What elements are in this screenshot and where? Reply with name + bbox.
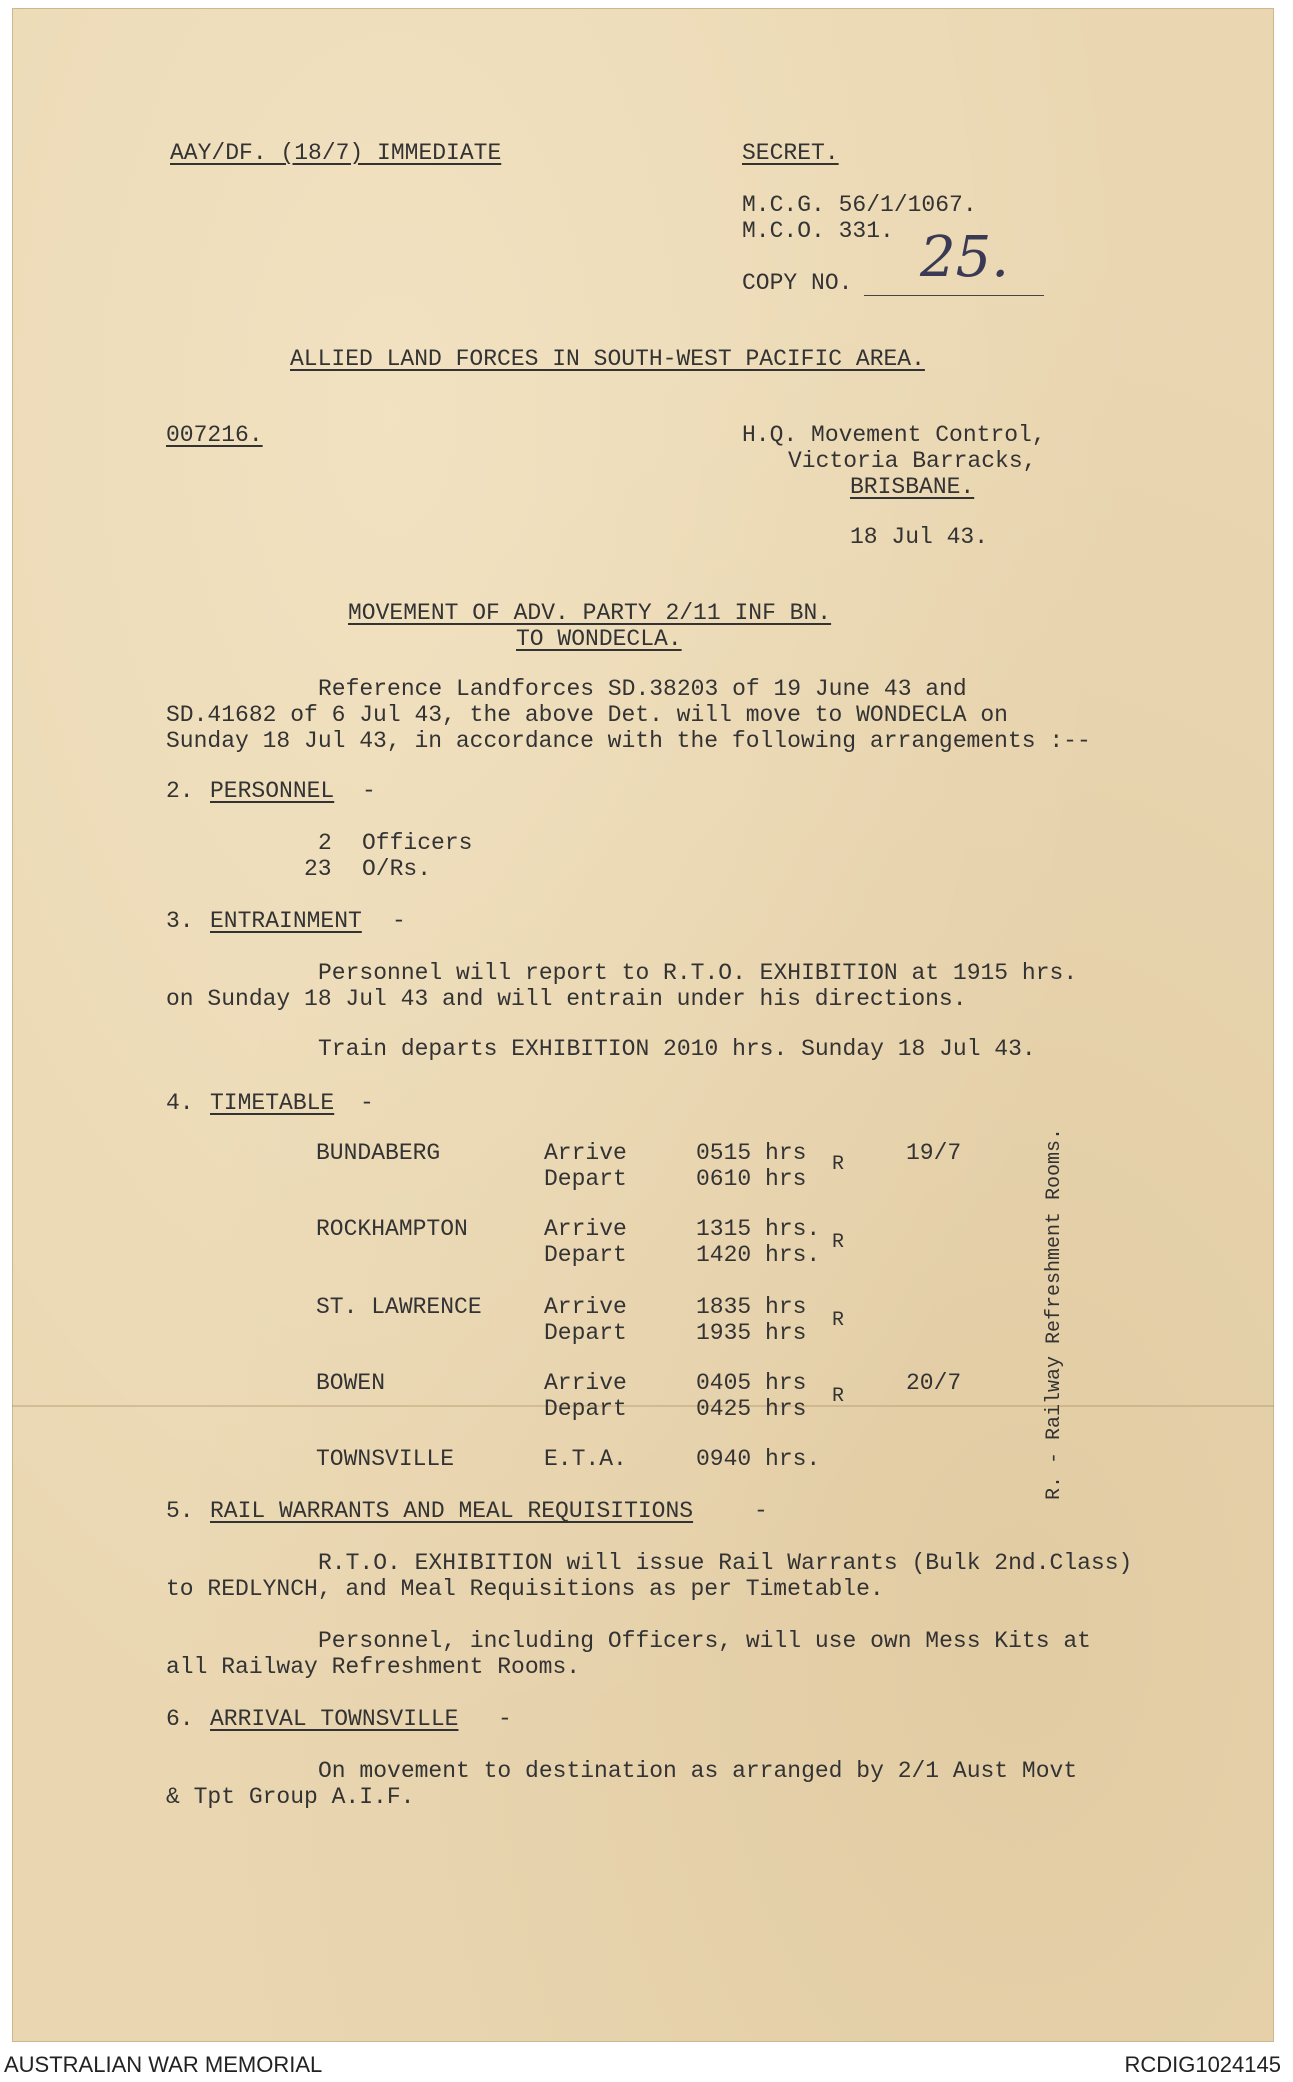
section-3-line-2: on Sunday 18 Jul 43 and will entrain under his directions.: [166, 986, 967, 1012]
archive-credit: AUSTRALIAN WAR MEMORIAL: [4, 2052, 323, 2077]
address-line-3: BRISBANE.: [850, 474, 975, 500]
section-4-title: TIMETABLE: [210, 1090, 335, 1116]
timetable-time: 1315 hrs.: [696, 1216, 821, 1242]
timetable-time: 0610 hrs: [696, 1166, 807, 1192]
copy-number-handwritten: 25.: [920, 225, 1010, 290]
section-3-line-3: Train departs EXHIBITION 2010 hrs. Sunday 18 Jul 43.: [318, 1036, 1036, 1062]
para1-line-2: SD.41682 of 6 Jul 43, the above Det. will move to WONDECLA on: [166, 702, 1008, 728]
org-title: ALLIED LAND FORCES IN SOUTH-WEST PACIFIC AREA.: [290, 346, 925, 372]
timetable-station: TOWNSVILLE: [316, 1446, 455, 1472]
timetable-event: E.T.A.: [544, 1446, 627, 1472]
refreshment-rooms-note: R. - Railway Refreshment Rooms.: [1043, 1127, 1066, 1500]
document-date: 18 Jul 43.: [850, 524, 989, 550]
timetable-time: 0405 hrs: [696, 1370, 807, 1396]
section-5-line-3: Personnel, including Officers, will use own Mess Kits at: [318, 1628, 1091, 1654]
timetable-event: Arrive: [544, 1216, 627, 1242]
refreshment-mark: R: [832, 1309, 845, 1332]
file-reference: AAY/DF. (18/7) IMMEDIATE: [170, 140, 502, 166]
section-6-line-2: & Tpt Group A.I.F.: [166, 1784, 415, 1810]
archive-id: RCDIG1024145: [1124, 2052, 1281, 2077]
timetable-station: BUNDABERG: [316, 1140, 441, 1166]
other-ranks-label: O/Rs.: [362, 856, 432, 882]
section-2-title: PERSONNEL: [210, 778, 335, 804]
timetable-time: 1835 hrs: [696, 1294, 807, 1320]
copy-number-label: COPY NO.: [742, 270, 853, 296]
refreshment-mark: R: [832, 1231, 845, 1254]
address-line-2: Victoria Barracks,: [788, 448, 1037, 474]
officers-label: Officers: [362, 830, 473, 856]
section-3-dash: -: [392, 908, 406, 934]
timetable-time: 0515 hrs: [696, 1140, 807, 1166]
fold-line: [12, 1405, 1274, 1407]
section-4-number: 4.: [166, 1090, 194, 1116]
section-6-line-1: On movement to destination as arranged by 2/1 Aust Movt: [318, 1758, 1078, 1784]
timetable-date: 19/7: [906, 1140, 962, 1166]
section-6-dash: -: [498, 1706, 512, 1732]
section-3-title: ENTRAINMENT: [210, 908, 362, 934]
mco-reference: M.C.O. 331.: [742, 218, 894, 244]
timetable-event: Arrive: [544, 1294, 627, 1320]
section-5-line-1: R.T.O. EXHIBITION will issue Rail Warrants (Bulk 2nd.Class): [318, 1550, 1133, 1576]
timetable-station: ST. LAWRENCE: [316, 1294, 482, 1320]
refreshment-mark: R: [832, 1385, 845, 1408]
refreshment-mark: R: [832, 1153, 845, 1176]
classification-label: SECRET.: [742, 140, 839, 166]
timetable-event: Depart: [544, 1242, 627, 1268]
address-line-1: H.Q. Movement Control,: [742, 422, 1046, 448]
section-3-number: 3.: [166, 908, 194, 934]
subject-line-2: TO WONDECLA.: [516, 626, 682, 652]
timetable-event: Arrive: [544, 1370, 627, 1396]
section-3-line-1: Personnel will report to R.T.O. EXHIBITION at 1915 hrs.: [318, 960, 1078, 986]
timetable-station: BOWEN: [316, 1370, 386, 1396]
subject-line-1: MOVEMENT OF ADV. PARTY 2/11 INF BN.: [348, 600, 832, 626]
para1-line-1: Reference Landforces SD.38203 of 19 June 43 and: [318, 676, 967, 702]
timetable-event: Depart: [544, 1166, 627, 1192]
timetable-time: 1935 hrs: [696, 1320, 807, 1346]
para1-line-3: Sunday 18 Jul 43, in accordance with the following arrangements :--: [166, 728, 1091, 754]
officers-count: 2: [318, 830, 332, 856]
timetable-time: 0940 hrs.: [696, 1446, 821, 1472]
mcg-reference: M.C.G. 56/1/1067.: [742, 192, 977, 218]
section-2-number: 2.: [166, 778, 194, 804]
timetable-station: ROCKHAMPTON: [316, 1216, 468, 1242]
section-5-line-2: to REDLYNCH, and Meal Requisitions as per Timetable.: [166, 1576, 884, 1602]
timetable-event: Depart: [544, 1396, 627, 1422]
timetable-time: 1420 hrs.: [696, 1242, 821, 1268]
section-6-title: ARRIVAL TOWNSVILLE: [210, 1706, 459, 1732]
section-6-number: 6.: [166, 1706, 194, 1732]
section-5-title: RAIL WARRANTS AND MEAL REQUISITIONS: [210, 1498, 694, 1524]
section-5-number: 5.: [166, 1498, 194, 1524]
section-2-dash: -: [362, 778, 376, 804]
section-5-line-4: all Railway Refreshment Rooms.: [166, 1654, 581, 1680]
timetable-event: Depart: [544, 1320, 627, 1346]
other-ranks-count: 23: [304, 856, 332, 882]
timetable-time: 0425 hrs: [696, 1396, 807, 1422]
timetable-date: 20/7: [906, 1370, 962, 1396]
document-number: 007216.: [166, 422, 263, 448]
copy-number-line: [864, 295, 1044, 296]
timetable-event: Arrive: [544, 1140, 627, 1166]
section-4-dash: -: [360, 1090, 374, 1116]
section-5-dash: -: [754, 1498, 768, 1524]
document-page: [12, 8, 1274, 2042]
